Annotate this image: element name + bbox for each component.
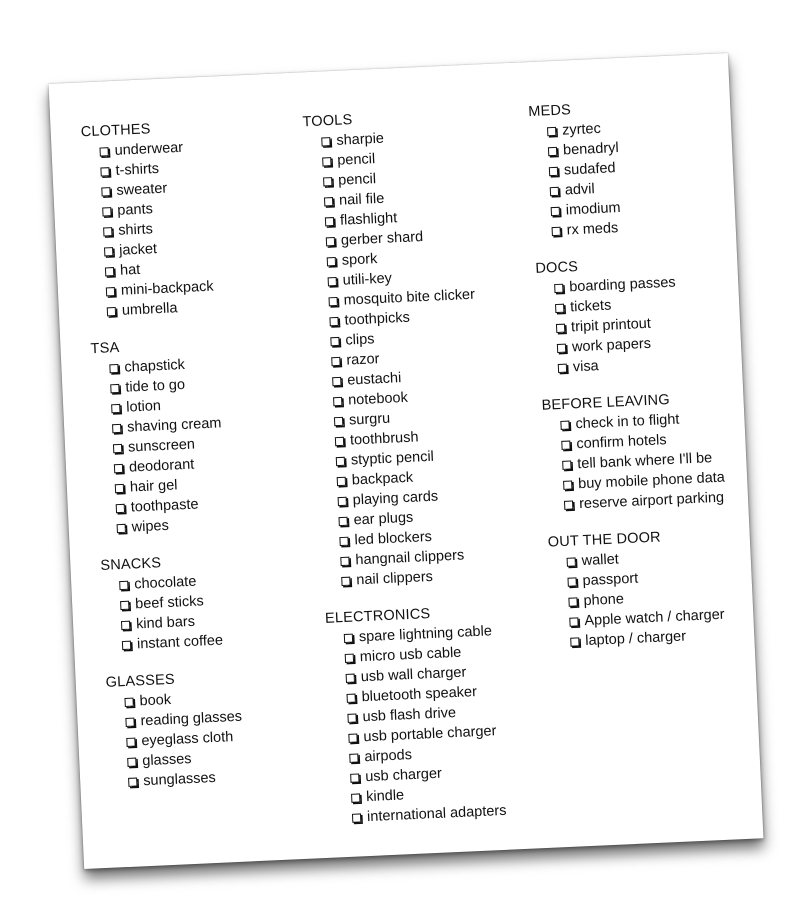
checkbox-icon (111, 403, 120, 412)
section-heading: DOCS (535, 259, 579, 277)
section-snacks (100, 550, 239, 656)
checkbox-icon (570, 637, 579, 646)
checklist-items (529, 114, 714, 242)
checklist-item-label: wallet (581, 551, 620, 570)
checklist-item-label: check in to flight (575, 411, 680, 433)
checklist-item-label: benadryl (562, 140, 620, 159)
section-heading: ELECTRONICS (324, 606, 431, 627)
checklist-item-label: visa (572, 358, 600, 376)
checklist-item-label: utili-key (342, 270, 393, 289)
checkbox-icon (563, 480, 572, 489)
checklist-item (122, 630, 239, 655)
checklist-item-label: usb portable charger (363, 723, 497, 746)
checkbox-icon (352, 813, 361, 822)
checklist-item-label: usb charger (364, 765, 443, 786)
checkbox-icon (347, 713, 356, 722)
checkbox-icon (323, 177, 332, 186)
section-before-leaving (541, 388, 726, 516)
section-out-the-door (547, 525, 732, 653)
column-3 (528, 94, 733, 670)
checklist-items (326, 621, 507, 829)
checkbox-icon (107, 307, 116, 316)
checklist-item-label: jacket (118, 241, 158, 259)
checklist-item-label: kind bars (135, 613, 196, 633)
checklist-items (81, 136, 224, 322)
checklist-item-label: nail file (338, 190, 385, 209)
checkbox-icon (325, 217, 334, 226)
checklist-item-label: eyeglass cloth (141, 729, 234, 750)
checklist-item-label: backpack (351, 469, 414, 489)
checklist-item-label: nail clippers (356, 568, 434, 589)
checkbox-icon (551, 206, 560, 215)
checkbox-icon (330, 336, 339, 345)
section-heading: OUT THE DOOR (547, 529, 662, 551)
checklist-item-label: tide to go (125, 376, 186, 396)
checklist-item-label: rx meds (566, 220, 619, 239)
checklist-item-label: led blockers (354, 528, 433, 549)
checklist-item-label: airpods (364, 747, 413, 766)
checklist-items (542, 408, 726, 516)
section-heading: CLOTHES (80, 121, 151, 141)
checklist-item-label: sudafed (563, 160, 616, 179)
checklist-item-label: zyrtec (561, 120, 602, 139)
checkbox-icon (329, 316, 338, 325)
checkbox-icon (332, 376, 341, 385)
checkbox-icon (346, 673, 355, 682)
checkbox-icon (126, 737, 135, 746)
checklist-item-label: boarding passes (568, 274, 676, 296)
checklist-item-label: laptop / charger (584, 628, 687, 650)
checkbox-icon (337, 476, 346, 485)
checklist-item-label: hat (119, 261, 141, 279)
checkbox-icon (554, 283, 563, 292)
checklist-item-label: deodorant (128, 456, 195, 476)
checklist-item-label: toothpicks (344, 309, 411, 329)
checklist-item-label: shirts (117, 221, 154, 239)
checkbox-icon (128, 777, 137, 786)
checkbox-icon (344, 633, 353, 642)
checkbox-icon (549, 166, 558, 175)
checkbox-icon (555, 303, 564, 312)
checkbox-icon (110, 383, 119, 392)
section-heading: TOOLS (302, 112, 353, 131)
checkbox-icon (114, 463, 123, 472)
checkbox-icon (562, 460, 571, 469)
checklist-item-label: Apple watch / charger (584, 606, 725, 630)
checkbox-icon (127, 757, 136, 766)
section-docs (535, 251, 720, 379)
checkbox-icon (328, 276, 337, 285)
checkbox-icon (104, 247, 113, 256)
checklist-item-label: tickets (569, 297, 612, 316)
checkbox-icon (348, 733, 357, 742)
checkbox-icon (327, 256, 336, 265)
checklist-item-label: hair gel (129, 477, 178, 496)
checkbox-icon (322, 157, 331, 166)
checkbox-icon (550, 186, 559, 195)
checkbox-icon (561, 440, 570, 449)
checkbox-icon (560, 420, 569, 429)
checkbox-icon (115, 483, 124, 492)
checkbox-icon (109, 363, 118, 372)
checklist-item-label: pencil (336, 151, 376, 169)
checkbox-icon (116, 503, 125, 512)
checklist-item (116, 513, 233, 538)
checklist-item-label: usb wall charger (360, 664, 467, 686)
checklist-item-label: ear plugs (353, 509, 414, 529)
checklist-item-label: buy mobile phone data (577, 469, 726, 493)
checklist-items (536, 271, 720, 379)
checklist-items (91, 353, 234, 539)
checklist-item-label: spare lightning cable (358, 623, 493, 646)
checklist-item-label: razor (346, 351, 380, 369)
section-heading: SNACKS (100, 555, 162, 574)
checkbox-icon (334, 416, 343, 425)
section-tsa (90, 333, 234, 539)
checkbox-icon (349, 753, 358, 762)
checkbox-icon (321, 137, 330, 146)
checklist-item-label: sharpie (336, 130, 385, 149)
checkbox-icon (100, 167, 109, 176)
checklist-item-label: hangnail clippers (355, 547, 465, 569)
checkbox-icon (122, 640, 131, 649)
checkbox-icon (120, 600, 129, 609)
checkbox-icon (105, 267, 114, 276)
checklist-item-label: kindle (365, 787, 405, 806)
checkbox-icon (106, 287, 115, 296)
checkbox-icon (346, 693, 355, 702)
checkbox-icon (331, 356, 340, 365)
checklist-item-label: advil (564, 181, 596, 199)
checkbox-icon (324, 197, 333, 206)
checklist-item-label: phone (583, 591, 625, 610)
section-heading: MEDS (527, 102, 572, 121)
checklist-item-label: passport (582, 570, 639, 590)
checkbox-icon (336, 456, 345, 465)
checkbox-icon (552, 226, 561, 235)
checkbox-icon (548, 146, 557, 155)
checklist-item-label: clips (345, 331, 375, 349)
checklist-item-label: surgru (348, 410, 391, 429)
checklist-item-label: mini-backpack (120, 278, 214, 299)
checkbox-icon (335, 436, 344, 445)
checklist-item-label: toothbrush (349, 429, 419, 449)
checkbox-icon (117, 523, 126, 532)
section-heading: TSA (90, 339, 120, 358)
checklist-item-label: chapstick (124, 356, 186, 376)
section-electronics (325, 601, 507, 829)
checklist-item-label: work papers (571, 335, 652, 356)
checkbox-icon (341, 576, 350, 585)
checklist-item-label: confirm hotels (576, 432, 667, 453)
section-heading: GLASSES (105, 671, 176, 691)
checklist-item-label: shaving cream (126, 415, 222, 436)
checkbox-icon (338, 516, 347, 525)
checkbox-icon (567, 557, 576, 566)
checklist-item-label: bluetooth speaker (361, 684, 478, 706)
checkbox-icon (103, 227, 112, 236)
checklist-item-label: instant coffee (136, 632, 224, 653)
checkbox-icon (124, 697, 133, 706)
checklist-items (101, 570, 239, 656)
checkbox-icon (558, 363, 567, 372)
checkbox-icon (339, 536, 348, 545)
checkbox-icon (125, 717, 134, 726)
checkbox-icon (345, 653, 354, 662)
checkbox-icon (350, 773, 359, 782)
checklist-item-label: tell bank where I'll be (576, 450, 713, 473)
checklist-items (106, 687, 245, 793)
checklist-item-label: styptic pencil (350, 448, 435, 469)
checklist-items (303, 125, 496, 592)
checklist-item-label: pants (116, 201, 154, 219)
column-2 (302, 105, 508, 846)
checkbox-icon (556, 323, 565, 332)
checklist-sheet (49, 53, 764, 869)
checklist-item-label: playing cards (352, 488, 439, 509)
checklist-item-label: imodium (565, 200, 621, 219)
checklist-item-label: book (139, 691, 172, 710)
checklist-item-label: spork (341, 251, 378, 269)
section-heading: BEFORE LEAVING (541, 391, 671, 414)
checkbox-icon (121, 620, 130, 629)
checklist-item-label: toothpaste (130, 496, 199, 516)
checkbox-icon (569, 617, 578, 626)
section-clothes (80, 116, 224, 322)
checklist-item-label: sunscreen (127, 436, 196, 456)
checkbox-icon (328, 296, 337, 305)
column-1 (80, 116, 246, 809)
checklist-item (106, 296, 223, 321)
checkbox-icon (340, 556, 349, 565)
checkbox-icon (351, 793, 360, 802)
checkbox-icon (338, 496, 347, 505)
checkbox-icon (547, 126, 556, 135)
checklist-item-label: micro usb cable (359, 644, 462, 666)
checklist-item-label: beef sticks (134, 593, 205, 613)
checklist-item-label: flashlight (339, 210, 398, 229)
checklist-item-label: sunglasses (142, 769, 217, 790)
checkbox-icon (101, 187, 110, 196)
checklist-item-label: chocolate (133, 573, 197, 593)
checkbox-icon (102, 207, 111, 216)
checkbox-icon (333, 396, 342, 405)
checklist-item-label: eustachi (346, 370, 402, 389)
section-meds (528, 94, 714, 242)
checkbox-icon (568, 597, 577, 606)
checklist-item-label: tripit printout (570, 315, 652, 336)
checkbox-icon (564, 500, 573, 509)
checklist-item-label: wipes (131, 517, 170, 536)
checklist-item-label: usb flash drive (362, 705, 457, 726)
checkbox-icon (112, 423, 121, 432)
checklist-item-label: reserve airport parking (578, 489, 725, 513)
checkbox-icon (557, 343, 566, 352)
checklist-item-label: mosquito bite clicker (343, 286, 476, 309)
checklist-item-label: reading glasses (140, 708, 243, 730)
checklist-item-label: lotion (125, 398, 162, 416)
checkbox-icon (113, 443, 122, 452)
checklist-item (128, 767, 245, 792)
checkbox-icon (567, 577, 576, 586)
checklist-item-label: notebook (347, 389, 409, 409)
section-glasses (105, 667, 245, 793)
checkbox-icon (119, 580, 128, 589)
checklist-item-label: glasses (141, 751, 192, 770)
checklist-items (548, 544, 732, 652)
checklist-item-label: international adapters (366, 802, 507, 826)
checkbox-icon (326, 237, 335, 246)
checklist-item-label: t-shirts (115, 160, 160, 179)
checklist-item-label: gerber shard (340, 229, 424, 249)
checklist-item-label: sweater (116, 180, 168, 199)
checkbox-icon (99, 147, 108, 156)
checklist-item-label: umbrella (121, 300, 178, 319)
checklist-item-label: pencil (337, 171, 377, 189)
checklist-item-label: underwear (114, 139, 184, 159)
section-tools (302, 105, 496, 592)
